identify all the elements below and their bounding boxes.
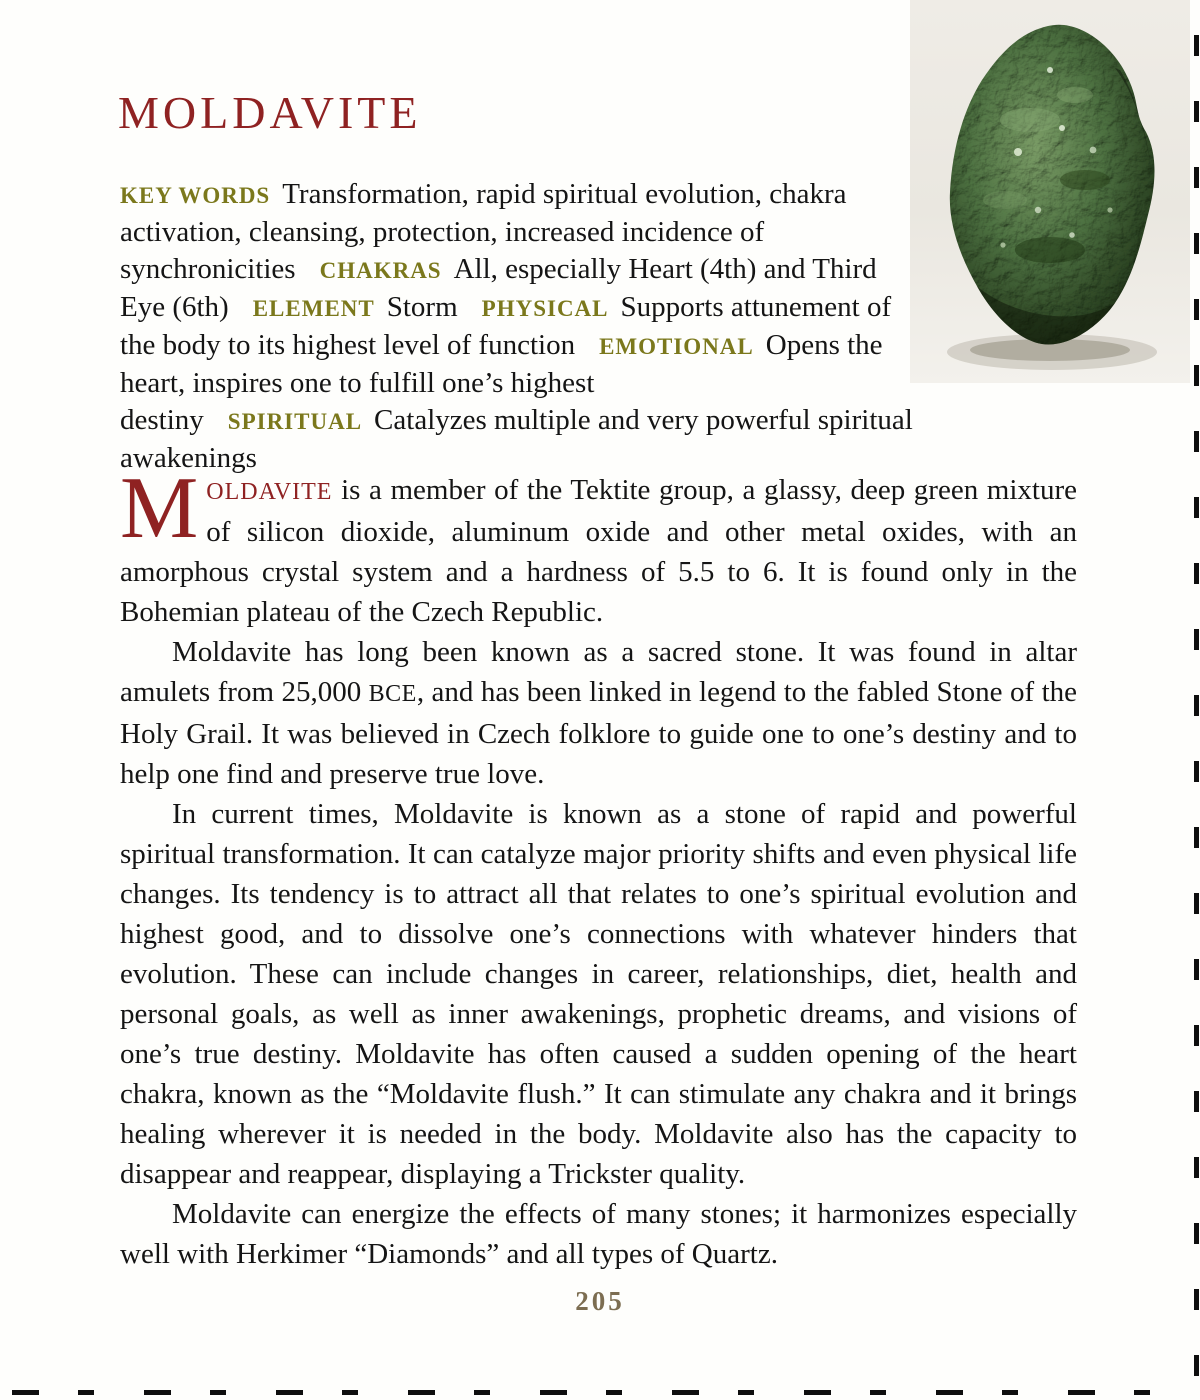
property-value-element: Storm [386,291,458,323]
bottom-edge-mark [1002,1390,1018,1395]
right-edge-mark [1194,365,1199,386]
article-paragraph-1 [120,460,1077,632]
property-label-key-words: KEY WORDS [120,183,271,208]
right-edge-mark [1194,695,1199,716]
right-edge-mark [1194,959,1199,980]
stone-svg [910,0,1190,383]
bottom-edge-mark [804,1390,831,1395]
right-edge-mark [1194,101,1199,122]
text-run: Moldavite can energize the effects of many stones; it harmonizes especially well with Herkimer “Diamonds” and all types of Quartz. [120,1198,1077,1270]
bottom-edge-mark [936,1390,963,1395]
bottom-edge-mark [144,1390,171,1395]
bottom-edge-mark [210,1390,226,1395]
article-paragraph-4 [120,1194,1077,1274]
right-edge-mark [1194,1025,1199,1046]
stone-photo [910,0,1190,383]
smallcaps-run: BCE [368,681,417,707]
property-value-emotional: Opens the heart, inspires one to fulfill one’s highest destiny [120,329,883,436]
right-edge-mark [1194,431,1199,452]
bottom-edge-mark [408,1390,435,1395]
lead-word-caps: OLDAVITE [206,479,333,505]
property-label-emotional: EMOTIONAL [599,334,754,359]
right-edge-mark [1194,827,1199,848]
right-edge-mark [1194,35,1199,56]
property-value-spiritual: Catalyzes multiple and very powerful spiritual awakenings [120,404,913,474]
page-title: MOLDAVITE [118,87,422,138]
property-label-chakras: CHAKRAS [319,258,442,283]
bottom-edge-mark [606,1390,622,1395]
right-edge-mark [1194,299,1199,320]
bottom-edge-mark [276,1390,303,1395]
bottom-edge-mark [12,1390,39,1395]
right-edge-mark [1194,1289,1199,1310]
right-edge-mark [1194,1355,1199,1376]
article-paragraph-3 [120,794,1077,1194]
right-edge-mark [1194,893,1199,914]
text-run: is a member of the Tektite group, a glassy, deep green mixture of silicon dioxide, aluminum oxide and other metal oxides, with an amorphous crystal system and a hardness of 5.5 to 6. It is found only in the Bohemian plateau of the Czech Republic. [120,474,1077,628]
bottom-edge-mark [540,1390,567,1395]
right-edge-mark [1194,167,1199,188]
page-number: 205 [575,1286,625,1316]
keyword-properties-block [120,176,920,477]
right-edge-mark [1194,1157,1199,1178]
right-edge-mark [1194,233,1199,254]
right-edge-mark [1194,563,1199,584]
property-label-physical: PHYSICAL [481,296,609,321]
stone-body [950,25,1155,345]
right-edge-mark [1194,629,1199,650]
property-label-spiritual: SPIRITUAL [227,409,363,434]
bottom-edge-mark [738,1390,754,1395]
property-value-physical: Supports attunement of the body to its highest level of function [120,291,892,361]
property-value-chakras: All, especially Heart (4th) and Third Eye (6th) [120,253,877,323]
bottom-edge-mark [1068,1390,1095,1395]
text-run: Moldavite has long been known as a sacred stone. It was found in altar amulets from 25,000 [120,636,1077,708]
right-edge-mark [1194,761,1199,782]
property-value-key-words: Transformation, rapid spiritual evolution, chakra activation, cleansing, protection, increased incidence of synchronicities [120,178,847,285]
bottom-edge-mark [474,1390,490,1395]
text-run: In current times, Moldavite is known as a stone of rapid and powerful spiritual transformation. It can catalyze major priority shifts and even physical life changes. Its tendency is to attract all that relates to one’s spiritual evolution and highest good, and to dissolve one’s connections with whatever hinders that evolution. These can include changes in career, relationships, diet, health and personal goals, as well as inner awakenings, prophetic dreams, and visions of one’s true destiny. Moldavite has often caused a sudden opening of the heart chakra, known as the “Moldavite flush.” It can stimulate any chakra and it brings healing wherever it is needed in the body. Moldavite also has the capacity to disappear and reappear, displaying a Trickster quality. [120,798,1077,1190]
property-label-element: ELEMENT [252,296,375,321]
article-body [120,460,1078,1274]
bottom-edge-mark [672,1390,699,1395]
right-edge-mark [1194,497,1199,518]
article-paragraph-2 [120,632,1077,794]
drop-cap: M [120,460,199,557]
bottom-edge-mark [342,1390,358,1395]
bottom-edge-mark [1134,1390,1150,1395]
right-edge-mark [1194,1223,1199,1244]
text-run: , and has been linked in legend to the fabled Stone of the Holy Grail. It was believed in Czech folklore to guide one to one’s destiny and to help one find and preserve true love. [120,676,1078,790]
right-edge-mark [1194,1091,1199,1112]
bottom-edge-mark [870,1390,886,1395]
bottom-edge-mark [78,1390,94,1395]
